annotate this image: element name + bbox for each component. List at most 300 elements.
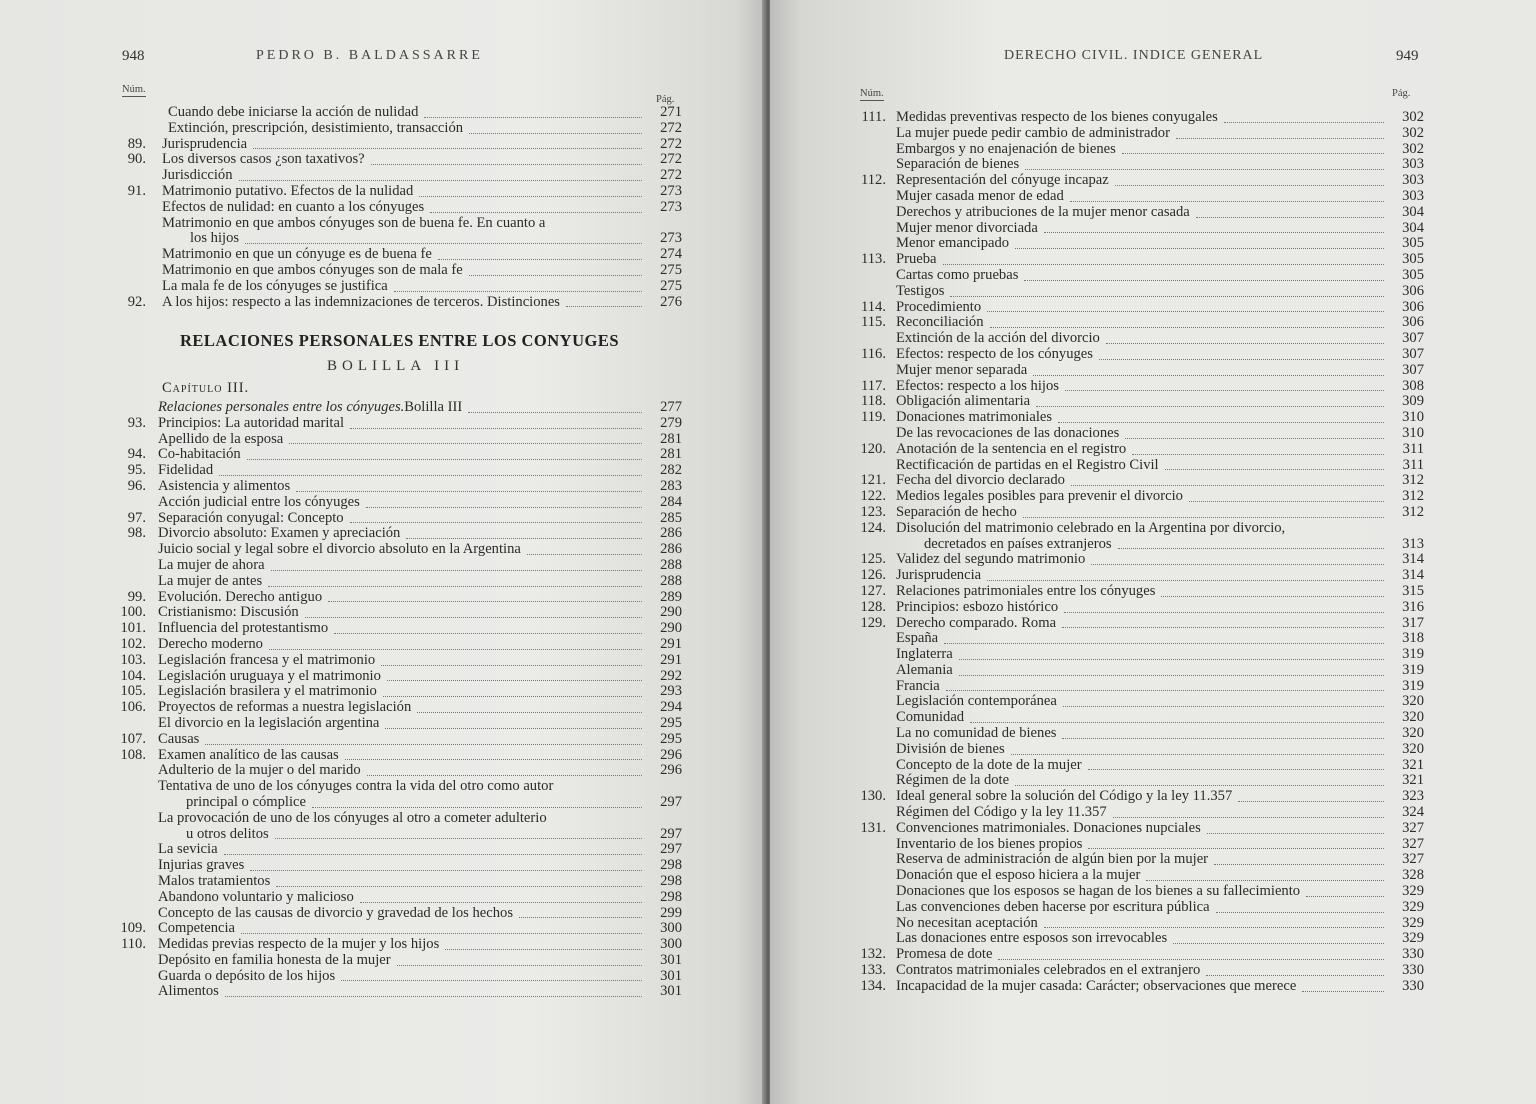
index-entry: [846, 142, 1424, 158]
leader-dots: [469, 133, 642, 134]
entry-title: Alemania: [896, 661, 953, 678]
entry-page-number: 319: [1402, 661, 1424, 678]
entry-title: Anotación de la sentencia en el registro: [896, 440, 1127, 457]
entry-page-number: 290: [660, 620, 682, 637]
entry-title: Fidelidad: [158, 462, 214, 479]
entry-title: Validez del segundo matrimonio: [896, 551, 1086, 568]
entry-page-number: 295: [660, 730, 682, 747]
entry-title: La provocación de uno de los cónyuges al otro a cometer adulterio: [158, 809, 547, 826]
index-entry: [846, 600, 1424, 616]
entry-page-number: 275: [660, 261, 682, 278]
index-entry: [106, 479, 682, 495]
leader-dots: [1132, 454, 1384, 455]
index-entry: [846, 157, 1424, 173]
left-page: [0, 0, 766, 1104]
leader-dots: [341, 980, 642, 981]
entry-number: 102.: [120, 635, 146, 652]
entry-title: A los hijos: respecto a las indemnizaciones de terceros. Distinciones: [162, 293, 560, 310]
entry-number: 117.: [861, 377, 886, 394]
page-number: 949: [1396, 48, 1419, 64]
entry-page-number: 323: [1402, 788, 1424, 805]
entry-number: 119.: [861, 409, 886, 426]
entry-number: 112.: [861, 172, 886, 189]
entry-title: Reconciliación: [896, 314, 984, 331]
index-entry: [846, 979, 1424, 995]
entry-title: Separación de bienes: [896, 156, 1020, 173]
entry-title: Derechos y atribuciones de la mujer menor casada: [896, 203, 1190, 220]
entry-number: 100.: [120, 604, 146, 621]
leader-dots: [1063, 706, 1384, 707]
entry-number: 134.: [860, 977, 886, 994]
entry-page-number: 272: [660, 167, 682, 184]
entry-page-number: 286: [660, 541, 682, 558]
entry-title: Jurisdicción: [162, 167, 233, 184]
leader-dots: [1036, 406, 1384, 407]
entry-title: Procedimiento: [896, 298, 982, 315]
entry-title: Legislación uruguaya y el matrimonio: [158, 667, 381, 684]
entry-page-number: 314: [1402, 551, 1424, 568]
index-entry: [846, 521, 1424, 553]
entry-title: Fecha del divorcio declarado: [896, 472, 1065, 489]
entry-title: Rectificación de partidas en el Registro Civil: [896, 456, 1159, 473]
index-entry: [846, 710, 1424, 726]
entry-number: 127.: [860, 582, 886, 599]
entry-title: Efectos: respecto de los cónyuges: [896, 345, 1093, 362]
leader-dots: [1125, 438, 1384, 439]
entry-page-number: 300: [660, 920, 682, 937]
leader-dots: [1024, 280, 1384, 281]
index-entry: [106, 432, 682, 448]
entry-title: Juicio social y legal sobre el divorcio absoluto en la Argentina: [158, 541, 521, 558]
entry-page-number: 303: [1402, 172, 1424, 189]
index-entry: [106, 842, 682, 858]
entry-page-number: 308: [1402, 377, 1424, 394]
entry-number: 91.: [127, 182, 146, 199]
num-column-label: Núm.: [122, 84, 146, 95]
leader-dots: [275, 838, 642, 839]
entry-page-number: 301: [660, 951, 682, 968]
entry-number: 114.: [861, 298, 886, 315]
running-head: PEDRO B. BALDASSARRE: [256, 48, 483, 63]
leader-dots: [468, 412, 642, 413]
index-entry: [106, 526, 682, 542]
entry-page-number: 311: [1402, 440, 1424, 457]
entry-page-number: 293: [660, 683, 682, 700]
entry-page-number: 317: [1402, 614, 1424, 631]
index-entry: [846, 584, 1424, 600]
index-entry: [106, 906, 682, 922]
leader-dots: [438, 259, 642, 260]
leader-dots: [1115, 185, 1384, 186]
entry-number: 125.: [860, 551, 886, 568]
leader-dots: [998, 959, 1384, 960]
entry-page-number: 272: [660, 151, 682, 168]
index-entry: [846, 963, 1424, 979]
entry-title: Ideal general sobre la solución del Código y la ley 11.357: [896, 788, 1233, 805]
index-entry: [846, 647, 1424, 663]
index-entry: [106, 969, 682, 985]
entry-page-number: 309: [1402, 393, 1424, 410]
entry-page-number: 279: [660, 414, 682, 431]
leader-dots: [987, 580, 1384, 581]
entry-page-number: 292: [660, 667, 682, 684]
entry-page-number: 320: [1402, 725, 1424, 742]
entry-page-number: 304: [1402, 203, 1424, 220]
index-entry: [106, 200, 682, 216]
entry-title: Concepto de las causas de divorcio y gravedad de los hechos: [158, 904, 514, 921]
entry-title: Relaciones patrimoniales entre los cónyuges: [896, 582, 1156, 599]
entry-title: División de bienes: [896, 740, 1005, 757]
entry-title: Medidas previas respecto de la mujer y los hijos: [158, 936, 440, 953]
entry-page-number: 288: [660, 556, 682, 573]
entry-page-number: 329: [1402, 930, 1424, 947]
leader-dots: [1173, 943, 1384, 944]
entry-page-number: 275: [660, 277, 682, 294]
index-entry: [846, 110, 1424, 126]
index-entries: [846, 110, 1424, 995]
leader-dots: [312, 807, 642, 808]
leader-dots: [334, 633, 642, 634]
entry-number: 90.: [127, 151, 146, 168]
leader-dots: [1214, 864, 1384, 865]
index-entry: [846, 315, 1424, 331]
entry-title: Competencia: [158, 920, 235, 937]
leader-dots: [350, 522, 642, 523]
entry-page-number: 319: [1402, 646, 1424, 663]
leader-dots: [1122, 153, 1384, 154]
entry-title: Régimen de la dote: [896, 772, 1010, 789]
leader-dots: [305, 617, 642, 618]
entry-title: La mujer de antes: [158, 572, 263, 589]
leader-dots: [1189, 501, 1384, 502]
leader-dots: [247, 459, 642, 460]
index-entry: [106, 779, 682, 811]
num-column-label: Núm.: [860, 88, 884, 99]
entry-title: Mujer menor divorciada: [896, 219, 1038, 236]
entry-number: 105.: [120, 683, 146, 700]
leader-dots: [381, 665, 642, 666]
index-entry: [106, 121, 682, 137]
entry-page-number: 320: [1402, 709, 1424, 726]
entry-page-number: 319: [1402, 677, 1424, 694]
leader-dots: [268, 586, 642, 587]
entry-page-number: 312: [1402, 488, 1424, 505]
entry-number: 128.: [860, 598, 886, 615]
entry-number: 130.: [860, 788, 886, 805]
entry-title: Los diversos casos ¿son taxativos?: [162, 151, 365, 168]
entry-page-number: 327: [1402, 835, 1424, 852]
index-entry: [106, 637, 682, 653]
leader-dots: [345, 759, 642, 760]
entry-page-number: 320: [1402, 693, 1424, 710]
entry-title: Cartas como pruebas: [896, 266, 1019, 283]
entry-page-number: 321: [1402, 756, 1424, 773]
entry-page-number: 300: [660, 936, 682, 953]
entry-title: Donaciones que los esposos se hagan de los bienes a su fallecimiento: [896, 883, 1301, 900]
leader-dots: [1025, 169, 1384, 170]
entry-title: No necesitan aceptación: [896, 914, 1038, 931]
entry-title: Promesa de dote: [896, 946, 993, 963]
index-entry: [106, 748, 682, 764]
index-entry: [846, 458, 1424, 474]
leader-dots: [1207, 833, 1384, 834]
index-entry: [106, 216, 682, 248]
leader-dots: [1062, 738, 1384, 739]
index-entry: [846, 221, 1424, 237]
entry-title: Inglaterra: [896, 646, 953, 663]
entry-title: Extinción, prescripción, desistimiento, transacción: [168, 119, 464, 136]
index-entry: [846, 679, 1424, 695]
index-entry: [846, 236, 1424, 252]
leader-dots: [366, 507, 642, 508]
entry-page-number: 306: [1402, 314, 1424, 331]
leader-dots: [253, 148, 642, 149]
entry-page-number: 302: [1402, 124, 1424, 141]
leader-dots: [219, 475, 642, 476]
leader-dots: [397, 965, 642, 966]
entry-title: La sevicia: [158, 841, 218, 858]
entry-title: El divorcio en la legislación argentina: [158, 714, 380, 731]
entry-title-continuation: u otros delitos: [186, 825, 269, 842]
entry-page-number: 291: [660, 651, 682, 668]
leader-dots: [990, 327, 1384, 328]
entry-title: Incapacidad de la mujer casada: Carácter; observaciones que merece: [896, 977, 1297, 994]
entry-title: Matrimonio putativo. Efectos de la nulidad: [162, 182, 414, 199]
entry-page-number: 302: [1402, 109, 1424, 125]
index-entry: [846, 742, 1424, 758]
entry-title: Donación que el esposo hiciera a la mujer: [896, 867, 1141, 884]
leader-dots: [1011, 754, 1384, 755]
entry-title-continuation: los hijos: [190, 230, 240, 247]
entry-number: 132.: [860, 946, 886, 963]
entry-title: La mujer de ahora: [158, 556, 265, 573]
leader-dots: [987, 311, 1384, 312]
index-entry: [846, 189, 1424, 205]
entry-title: Malos tratamientos: [158, 872, 271, 889]
entry-title: Inventario de los bienes propios: [896, 835, 1083, 852]
section-title: RELACIONES PERSONALES ENTRE LOS CONYUGES: [180, 331, 620, 350]
index-entry: [846, 300, 1424, 316]
leader-dots: [394, 291, 642, 292]
entry-number: 107.: [120, 730, 146, 747]
leader-dots: [944, 643, 1384, 644]
leader-dots: [1106, 343, 1384, 344]
index-entry: [106, 511, 682, 527]
index-entry: [106, 295, 682, 311]
entry-number: 98.: [127, 525, 146, 542]
index-entry: [106, 574, 682, 590]
entry-page-number: 306: [1402, 282, 1424, 299]
index-entry: [106, 263, 682, 279]
entry-title: Cristianismo: Discusión: [158, 604, 299, 621]
leader-dots: [959, 659, 1384, 660]
entry-number: 121.: [860, 472, 886, 489]
entry-page-number: 281: [660, 430, 682, 447]
entry-title: Separación conyugal: Concepto: [158, 509, 344, 526]
entry-title: Influencia del protestantismo: [158, 620, 329, 637]
index-entry: [106, 874, 682, 890]
index-entry: [106, 716, 682, 732]
entry-title: Donaciones matrimoniales: [896, 409, 1053, 426]
entry-number: 99.: [127, 588, 146, 605]
entry-page-number: 307: [1402, 330, 1424, 347]
entry-title: Legislación contemporánea: [896, 693, 1057, 710]
entry-page-number: 274: [660, 246, 682, 263]
entry-page-number: 315: [1402, 582, 1424, 599]
index-entry: [106, 137, 682, 153]
index-entry: [846, 758, 1424, 774]
index-entry: [846, 363, 1424, 379]
index-entry: [846, 173, 1424, 189]
entry-page-number: 306: [1402, 298, 1424, 315]
leader-dots: [1088, 848, 1384, 849]
entry-title: Examen analítico de las causas: [158, 746, 339, 763]
leader-dots: [1146, 880, 1384, 881]
leader-dots: [1062, 627, 1384, 628]
entry-page-number: 303: [1402, 187, 1424, 204]
index-entry: [846, 821, 1424, 837]
entry-title: Cuando debe iniciarse la acción de nulidad: [168, 104, 419, 120]
leader-dots: [1161, 596, 1384, 597]
entry-title: Apellido de la esposa: [158, 430, 284, 447]
entry-page-number: 282: [660, 462, 682, 479]
entry-page-number: 327: [1402, 851, 1424, 868]
entry-number: 97.: [127, 509, 146, 526]
entry-number: 94.: [127, 446, 146, 463]
index-entry: [106, 152, 682, 168]
leader-dots: [424, 117, 642, 118]
entry-page-number: 313: [1402, 535, 1424, 552]
leader-dots: [269, 649, 642, 650]
entry-page-number: 301: [660, 967, 682, 984]
entry-title: La mala fe de los cónyuges se justifica: [162, 277, 388, 294]
entry-page-number: 310: [1402, 409, 1424, 426]
entry-page-number: 297: [660, 841, 682, 858]
entry-number: 93.: [127, 414, 146, 431]
index-entry: [106, 168, 682, 184]
entry-title: Derecho moderno: [158, 635, 263, 652]
entry-page-number: 312: [1402, 472, 1424, 489]
index-entry: [106, 605, 682, 621]
leader-dots: [1238, 801, 1384, 802]
entry-number: 111.: [861, 109, 886, 125]
leader-dots: [1118, 548, 1384, 549]
entry-title: Menor emancipado: [896, 235, 1010, 252]
entry-title: Comunidad: [896, 709, 965, 726]
leader-dots: [289, 443, 642, 444]
entry-title: Legislación francesa y el matrimonio: [158, 651, 376, 668]
entry-title: España: [896, 630, 939, 647]
entry-page-number: 312: [1402, 503, 1424, 520]
entry-title: Medios legales posibles para prevenir el divorcio: [896, 488, 1183, 505]
leader-dots: [250, 870, 642, 871]
entry-title: La mujer puede pedir cambio de administrador: [896, 124, 1170, 141]
entry-number: 116.: [861, 345, 886, 362]
leader-dots: [1091, 564, 1384, 565]
entry-title: Concepto de la dote de la mujer: [896, 756, 1082, 773]
index-entry: [106, 811, 682, 843]
index-entry: [106, 700, 682, 716]
entry-page-number: 297: [660, 825, 682, 842]
index-entry: [846, 868, 1424, 884]
entry-number: 95.: [127, 462, 146, 479]
leader-dots: [383, 696, 642, 697]
leader-dots: [1070, 201, 1384, 202]
leader-dots: [527, 554, 642, 555]
entry-number: 108.: [120, 746, 146, 763]
entry-page-number: 286: [660, 525, 682, 542]
index-entry: [106, 590, 682, 606]
entry-page-number: 281: [660, 446, 682, 463]
entry-number: 104.: [120, 667, 146, 684]
entry-page-number: 298: [660, 888, 682, 905]
page-column-label: Pág.: [1392, 88, 1411, 99]
entry-title-tail: Bolilla III: [404, 399, 463, 415]
index-entry: [846, 947, 1424, 963]
entry-page-number: 320: [1402, 740, 1424, 757]
entry-title: Acción judicial entre los cónyuges: [158, 493, 360, 510]
entry-page-number: 277: [660, 399, 682, 415]
entry-number: 103.: [120, 651, 146, 668]
entry-number: 133.: [860, 962, 886, 979]
index-entry: [846, 379, 1424, 395]
entry-page-number: 298: [660, 857, 682, 874]
index-entry: [846, 616, 1424, 632]
entry-page-number: 271: [660, 104, 682, 120]
index-entry: [846, 663, 1424, 679]
bolilla-heading: BOLILLA III: [327, 358, 465, 374]
entry-page-number: 314: [1402, 567, 1424, 584]
entry-page-number: 307: [1402, 345, 1424, 362]
entry-number: 96.: [127, 477, 146, 494]
index-entry: [846, 726, 1424, 742]
entry-page-number: 305: [1402, 251, 1424, 268]
index-entry: [846, 284, 1424, 300]
index-entry: [846, 126, 1424, 142]
index-entry: [106, 542, 682, 558]
leader-dots: [1165, 469, 1384, 470]
entry-page-number: 290: [660, 604, 682, 621]
index-entry: [846, 931, 1424, 947]
leader-dots: [430, 212, 642, 213]
entry-number: 115.: [861, 314, 886, 331]
index-entry: [106, 621, 682, 637]
entry-title: Co-habitación: [158, 446, 241, 463]
index-entry: [106, 921, 682, 937]
index-entry: [106, 732, 682, 748]
leader-dots: [1033, 375, 1384, 376]
leader-dots: [1176, 138, 1384, 139]
entry-title: Contratos matrimoniales celebrados en el extranjero: [896, 962, 1201, 979]
entry-title: Principios: La autoridad marital: [158, 414, 345, 431]
entry-title: Divorcio absoluto: Examen y apreciación: [158, 525, 401, 542]
index-entries: [106, 400, 682, 1000]
index-entry: [106, 463, 682, 479]
entry-page-number: 301: [660, 983, 682, 1000]
entry-page-number: 273: [660, 198, 682, 215]
entry-title: Asistencia y alimentos: [158, 477, 291, 494]
entry-title: Relaciones personales entre los cónyuges.: [158, 399, 405, 415]
entry-title: Guarda o depósito de los hijos: [158, 967, 336, 984]
entry-page-number: 302: [1402, 140, 1424, 157]
index-entry: [106, 890, 682, 906]
entry-title: Extinción de la acción del divorcio: [896, 330, 1100, 347]
entry-page-number: 295: [660, 714, 682, 731]
leader-dots: [1099, 359, 1384, 360]
index-entry: [846, 884, 1424, 900]
entry-title: Efectos de nulidad: en cuanto a los cónyuges: [162, 198, 425, 215]
entry-title: Adulterio de la mujer o del marido: [158, 762, 361, 779]
